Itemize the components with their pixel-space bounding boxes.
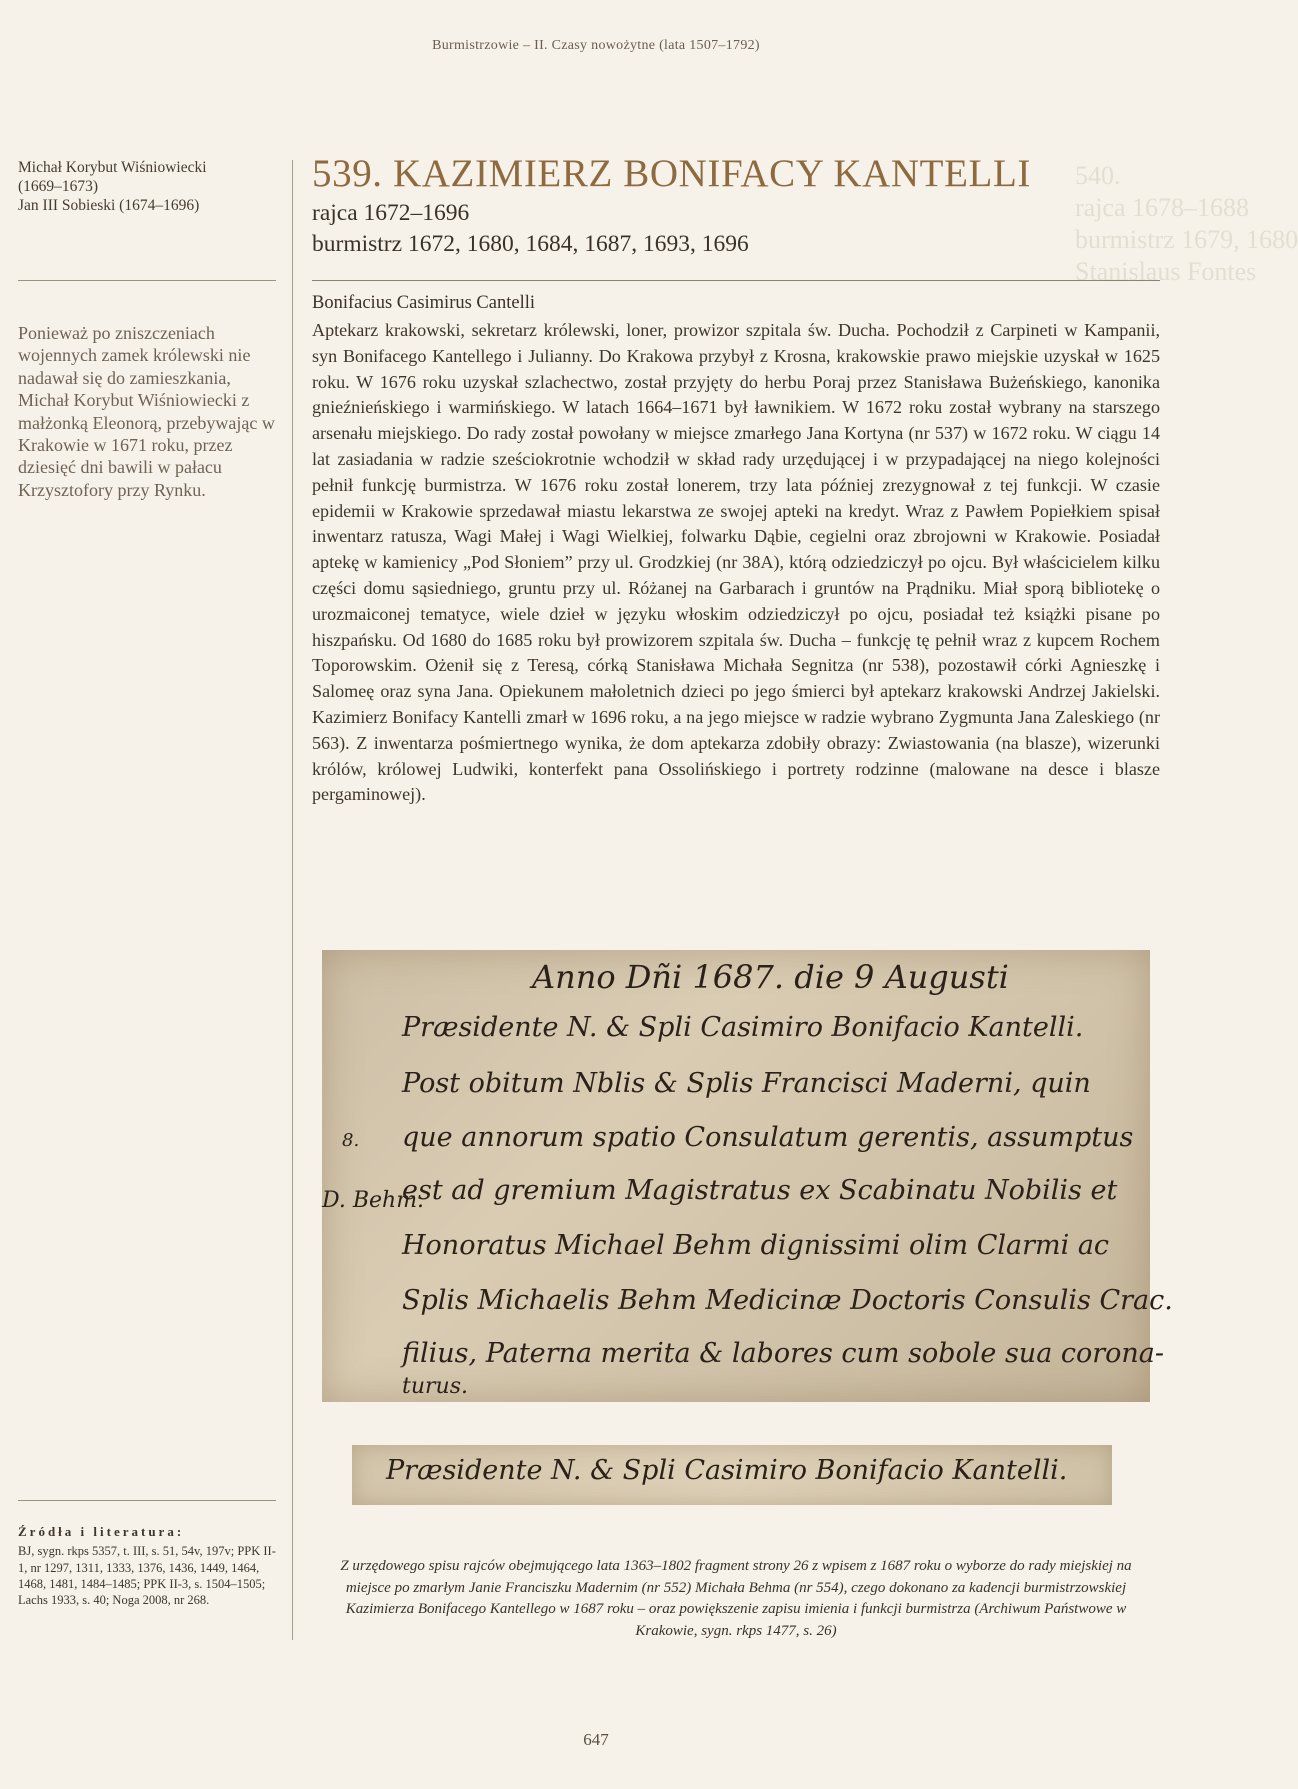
ghost-line: Stanislaus Fontes <box>1075 257 1257 286</box>
entry-heading <box>312 150 1160 260</box>
ruler-line: (1669–1673) <box>18 178 99 195</box>
entry-burmistrz: burmistrz 1672, 1680, 1684, 1687, 1693, 1696 <box>312 231 749 257</box>
manuscript-enlargement <box>352 1445 1112 1505</box>
heading-divider <box>312 280 1160 281</box>
ruler-line: Jan III Sobieski (1674–1696) <box>18 197 200 214</box>
manuscript-line: filius, Paterna merita & labores cum sobole sua corona- <box>402 1338 1165 1369</box>
manuscript-line: est ad gremium Magistratus ex Scabinatu Nobilis et <box>402 1175 1118 1206</box>
ghost-line: burmistrz 1679, 1680 <box>1075 225 1298 254</box>
figure-caption: Z urzędowego spisu rajców obejmującego lata 1363–1802 fragment strony 26 z wpisem z 1687 roku o wyborze do rady miejskiej na miejsce po zmarłym Janie Franciszku Madernim (nr 552) Michała Behma (nr 554), czego dokonano za kadencji burmistrzowskiej Kazimierza Bonifacego Kantellego w 1687 roku – oraz powiększenie zapisu imienia i funkcji burmistrza (Archiwum Państwowe w Krakowie, sygn. rkps 1477, s. 26) <box>340 1558 1132 1639</box>
manuscript-line: turus. <box>402 1374 468 1399</box>
manuscript-margin-number: 8. <box>342 1130 360 1151</box>
manuscript-margin-name: D. Behm. <box>322 1188 425 1213</box>
manuscript-line: que annorum spatio Consulatum gerentis, assumptus <box>402 1122 1134 1153</box>
entry-rajca: rajca 1672–1696 <box>312 200 470 226</box>
sidebar-divider <box>18 280 276 281</box>
sources-heading: Źródła i literatura: <box>18 1524 185 1539</box>
ruler-line: Michał Korybut Wiśniowiecki <box>18 159 207 176</box>
running-head: Burmistrzowie – II. Czasy nowożytne (lata 1507–1792) <box>432 38 760 53</box>
manuscript-image <box>322 950 1173 1402</box>
column-divider <box>292 160 293 1640</box>
sidebar-note: Ponieważ po zniszczeniach wojennych zamek królewski nie nadawał się do zamieszkania, Michał Korybut Wiśniowiecki z małżonką Eleonorą, przebywając w Krakowie w 1671 roku, przez dziesięć dni bawili w pałacu Krzysztofory przy Rynku. <box>18 323 275 500</box>
entry-title: 539. KAZIMIERZ BONIFACY KANTELLI <box>312 152 1031 195</box>
enlarged-text: Præsidente N. & Spli Casimiro Bonifacio Kantelli. <box>386 1455 1068 1486</box>
sidebar-rulers <box>18 158 276 215</box>
sources-block <box>18 1524 276 1608</box>
sources-text: BJ, sygn. rkps 5357, t. III, s. 51, 54v, 197v; PPK II-1, nr 1297, 1311, 1333, 1376, 1436, 1449, 1464, 1468, 1481, 1484–1485; PPK II-3, s. 1504–1505; Lachs 1933, s. 40; Noga 2008, nr 268. <box>18 1544 276 1608</box>
ghost-line: rajca 1678–1688 <box>1075 193 1250 222</box>
manuscript-line: Honoratus Michael Behm dignissimi olim Clarmi ac <box>402 1230 1110 1261</box>
sources-divider <box>18 1500 276 1501</box>
ghost-next-page <box>1075 160 1298 310</box>
ghost-line: 540. <box>1075 161 1121 190</box>
manuscript-line: Post obitum Nblis & Splis Francisci Maderni, quin <box>402 1068 1091 1099</box>
manuscript-line: Præsidente N. & Spli Casimiro Bonifacio Kantelli. <box>402 1012 1084 1043</box>
manuscript-line: Anno Dñi 1687. die 9 Augusti <box>532 958 1009 996</box>
manuscript-line: Splis Michaelis Behm Medicinæ Doctoris Consulis Crac. <box>402 1285 1173 1316</box>
page-number: 647 <box>583 1730 609 1749</box>
latin-name: Bonifacius Casimirus Cantelli <box>312 293 536 313</box>
biography-text: Aptekarz krakowski, sekretarz królewski, loner, prowizor szpitala św. Ducha. Pochodził z Carpineti w Kampanii, syn Bonifacego Kantellego i Julianny. Do Krakowa przybył z Krosna, krakowskie prawo miejskie uzyskał w 1625 roku. W 1676 roku uzyskał szlachectwo, został przyjęty do herbu Poraj przez Stanisława Bużeńskiego, kanonika gnieźnieńskiego i warmińskiego. W latach 1664–1671 był ławnikiem. W 1672 roku został wybrany na starszego arsenału miejskiego. Do rady został powołany w miejsce zmarłego Jana Kortyna (nr 537) w 1672 roku. W ciągu 14 lat zasiadania w radzie sześciokrotnie wchodził w skład rady urzędującej i w przypadającej na niego kolejności pełnił funkcję burmistrza. W 1676 roku został lonerem, trzy lata później zrezygnował z tej funkcji. W czasie epidemii w Krakowie sprzedawał miastu lekarstwa ze swojej apteki na kredyt. Wraz z Pawłem Popiełkiem spisał inwentarz ratusza, Wagi Małej i Wagi Wielkiej, folwarku Dąbie, cegielni oraz zbrojowni w Krakowie. Posiadał aptekę w kamienicy „Pod Słoniem” przy ul. Grodzkiej (nr 38A), którą odziedziczył po ojcu. Był właścicielem kilku części domu sąsiedniego, gruntu przy ul. Różanej na Garbarach i gruntów na Prądniku. Miał sporą bibliotekę o urozmaiconej tematyce, wiele dzieł w języku włoskim odziedziczył po ojcu, posiadał też książki pisane po hiszpańsku. Od 1680 do 1685 roku był prowizorem szpitala św. Ducha – funkcję tę pełnił wraz z kupcem Rochem Toporowskim. Ożenił się z Teresą, córką Stanisława Michała Segnitza (nr 538), pozostawił córki Agnieszkę i Salomeę oraz syna Jana. Opiekunem małoletnich dzieci po jego śmierci był aptekarz krakowski Andrzej Jakielski. Kazimierz Bonifacy Kantelli zmarł w 1696 roku, a na jego miejsce w radzie wybrano Zygmunta Jana Zaleskiego (nr 563). Z inwentarza pośmiertnego wynika, że dom aptekarza zdobiły obrazy: Zwiastowania (na blasze), wizerunki królów, królowej Ludwiki, konterfekt pana Ossolińskiego i portrety rodzinne (malowane na desce i blasze pergaminowej). <box>312 320 1160 805</box>
